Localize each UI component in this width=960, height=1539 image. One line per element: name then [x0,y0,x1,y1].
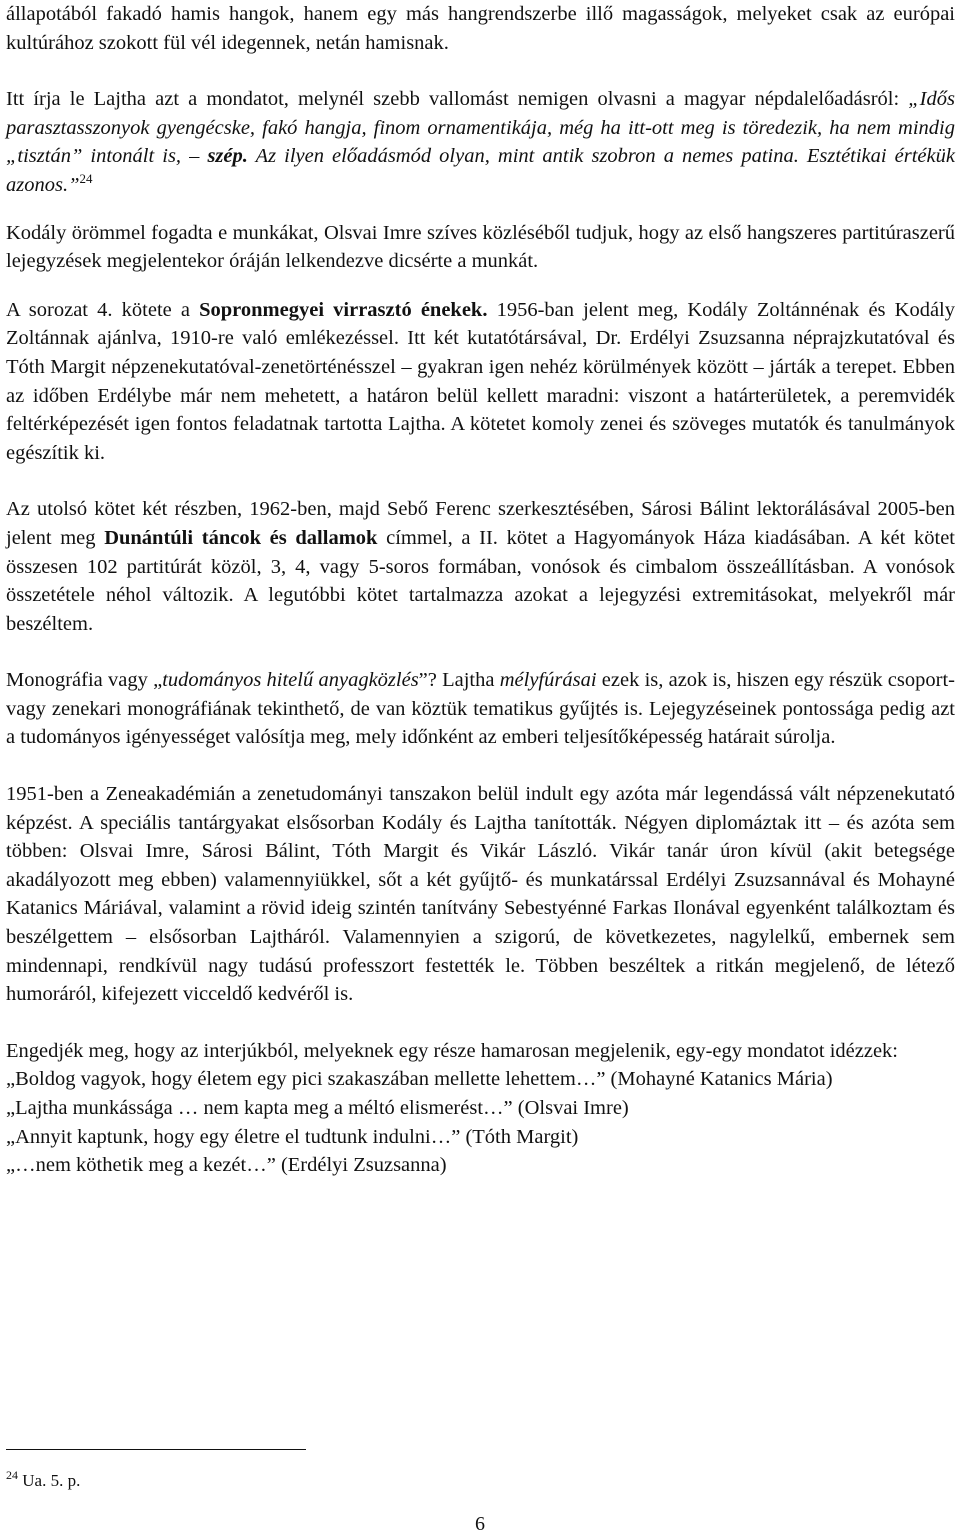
quote-item: „Lajtha munkássága … nem kapta meg a méltó elismerést…” (Olsvai Imre) [6,1097,629,1119]
paragraph-6 [6,666,955,752]
paragraph-6-c: ”? Lajtha [418,669,500,692]
footnote-text: Ua. 5. p. [18,1471,81,1490]
page-number: 6 [475,1513,485,1535]
paragraph-5-intro: Az utolsó kötet két részben, 1962-ben, majd Sebő Ferenc szerkesztésében, Sárosi Bálint lektorálásával 2005-ben jelent meg [6,498,955,549]
paragraph-6-a: Monográfia vagy „ [6,669,163,692]
book-title-sopron: Sopronmegyei virrasztó énekek. [199,298,488,321]
quote-italic: „Idős parasztasszonyok gyengécske, fakó hangja, finom ornamentikája, még ha itt-ott meg is töredezik, ha nem mindig „tisztán” intonált is, – [6,88,955,168]
quote-item: „Annyit kaptunk, hogy egy életre el tudtunk indulni…” (Tóth Margit) [6,1125,579,1148]
quote-item: „Boldog vagyok, hogy életem egy pici szakaszában mellette lehettem…” (Mohayné Katanics Mária) [6,1068,833,1091]
paragraph-1-text: állapotából fakadó hamis hangok, hanem egy más hangrendszerbe illő magasságok, melyeket csak az európai kultúrához szokott fül vél idegennek, netán hamisnak. [6,3,955,54]
book-title-dunantuli: Dunántúli táncok és dallamok [104,526,378,549]
paragraph-4-intro: A sorozat 4. kötete a [6,298,200,321]
paragraph-6-italic-2: mélyfúrásai [499,669,597,692]
paragraph-7-text: 1951-ben a Zeneakadémián a zenetudományi tanszakon belül indult egy azóta már legendássá vált népzenekutató képzést. A speciális tantárgyakat elsősorban Kodály és Lajtha tanították. Négyen diplomáztak itt – és azóta sem többen: Olsvai Imre, Sárosi Bálint, Tóth Margit és Vikár László. Vikár tanár úron kívül (akit betegsége akadályozott meg ebben) valamennyiükkel, sőt a két gyűjtő- és munkatárssal Erdélyi Zsuzsannával és Mohayné Katanics Máriával, valamint a rövid ideig szintén tanítvány Sebestyénné Farkas Ilonával egyenként találkoztam és beszélgettem – elsősorban Lajtháról. Valamennyien a szigorú, de következetes, nagylelkű, embernek sem mindennapi, rendkívül nagy tudású professzort festették le. Többen beszéltek a ritkán megjelenő, de létező humoráról, kifejezett vicceldő kedvéről is. [6,783,955,1006]
quote-item: „…nem köthetik meg a kezét…” (Erdélyi Zsuzsanna) [6,1154,447,1177]
paragraph-1 [6,0,955,57]
quote-italic-end: Az ilyen előadásmód olyan, mint antik szobron a nemes patina. Esztétikai értékük azonos.” [6,145,955,196]
paragraph-6-italic-1: tudományos hitelű anyagközlés [162,669,419,692]
paragraph-4 [6,296,955,468]
paragraph-7 [6,780,955,1009]
paragraph-8 [6,1037,955,1066]
footnote-ref: 24 [79,170,93,186]
paragraph-5 [6,495,955,638]
quote-bold-word: szép. [207,145,248,168]
footnote-separator [6,1449,306,1450]
paragraph-6-e: ezek is, azok is, hiszen egy részük csoport- vagy zenekari monográfiának tekinthető, de van köztük tematikus gyűjtés is. Lejegyzéseinek pontossága pedig azt a tudományos igényességet valósítja meg, mely időnként az emberi teljesítőképesség határait súrolja. [6,669,955,749]
paragraph-8-text: Engedjék meg, hogy az interjúkból, melyeknek egy része hamarosan megjelenik, egy-egy mondatot idézzek: [6,1039,899,1062]
paragraph-2 [6,85,955,199]
footnote-number: 24 [6,1468,18,1482]
body-text [6,0,955,1180]
paragraph-3-text: Kodály örömmel fogadta e munkákat, Olsvai Imre szíves közléséből tudjuk, hogy az első hangszeres partitúraszerű lejegyzések megjelentekor óráján lelkendezve dicsérte a munkát. [6,221,955,273]
paragraph-2-intro: Itt írja le Lajtha azt a mondatot, melynél szebb vallomást nemigen olvasni a magyar népdalelőadásról: [6,88,909,111]
paragraph-5-rest: címmel, a II. kötet a Hagyományok Háza kiadásában. A két kötet összesen 102 partitúrát közöl, 3, 4, vagy 5-soros formában, vonósok és cimbalom összeállításban. A vonósok összetétele néhol változik. A legutóbbi kötet tartalmazza azokat a lejegyzési extremitásokat, melyekről már beszéltem. [6,526,955,635]
quote-list [6,1065,955,1179]
paragraph-4-rest: 1956-ban jelent meg, Kodály Zoltánnénak és Kodály Zoltánnak ajánlva, 1910-re való emlékezéssel. Itt két kutatótársával, Dr. Erdélyi Zsuzsanna néprajzkutatóval és Tóth Margit népzenekutatóval-zenetörténésszel – gyakran igen nehéz körülmények között – járták a terepet. Ebben az időben Erdélybe már nem mehetett, a határon belül kellett maradni: viszont a határterületek, a peremvidék feltérképezését igen fontos feladatnak tartotta Lajtha. A kötetet komoly zenei és szöveges mutatók és tanulmányok egészítik ki. [6,298,955,464]
paragraph-3 [6,219,955,276]
footnote [6,1470,80,1492]
